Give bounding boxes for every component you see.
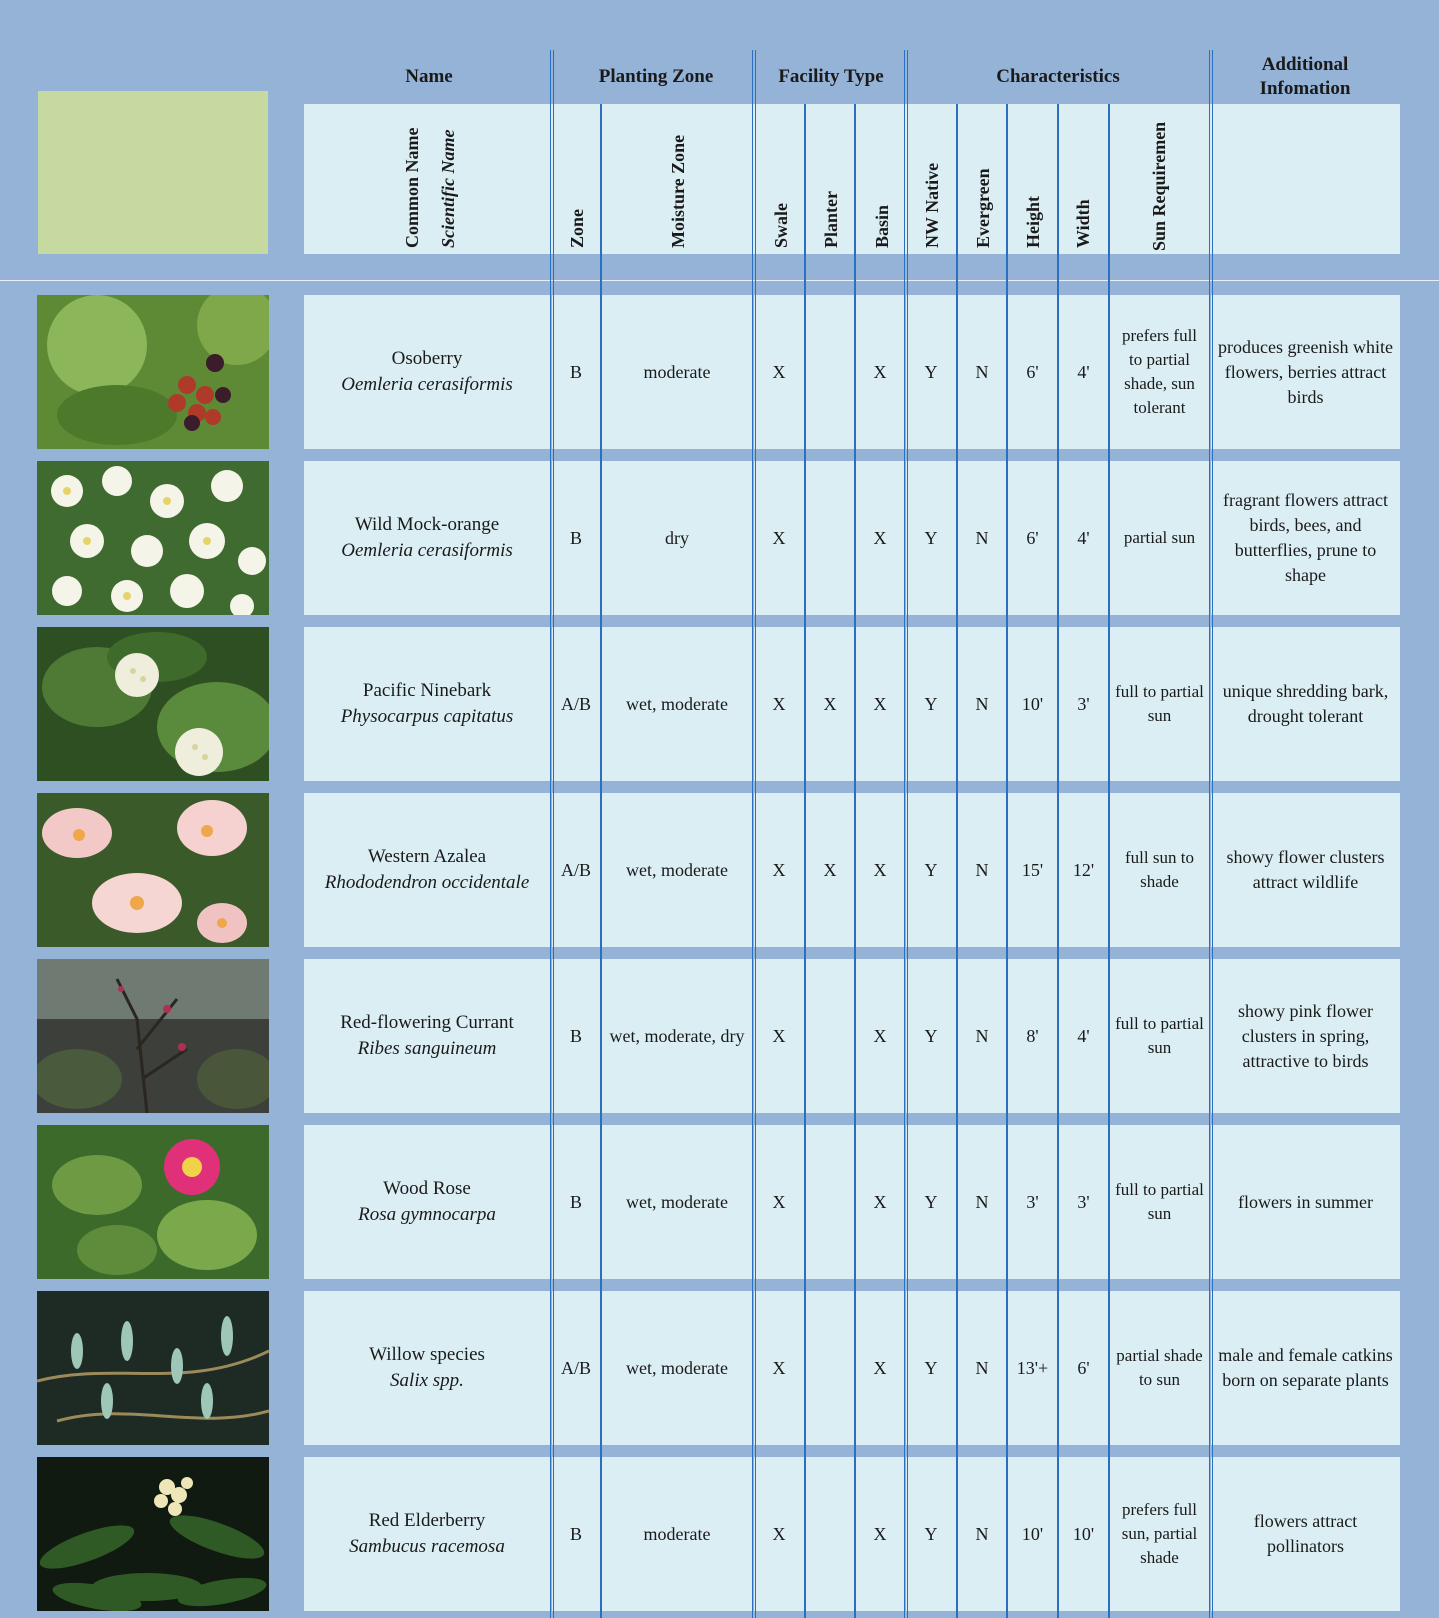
legend-swatch [38, 91, 268, 254]
sun-cell: full sun to shade [1110, 793, 1209, 947]
info-cell: showy pink flower clusters in spring, attractive to birds [1211, 959, 1400, 1113]
col-divider [1057, 104, 1059, 1618]
col-divider [1006, 104, 1008, 1618]
col-header-basin: Basin [872, 204, 892, 248]
moisture-cell: wet, moderate [602, 627, 752, 781]
col-divider [904, 50, 908, 1618]
moisture-cell: wet, moderate, dry [602, 959, 752, 1113]
planter-cell [806, 295, 854, 449]
width-cell: 4' [1059, 461, 1108, 615]
zone-cell: A/B [552, 627, 600, 781]
height-cell: 6' [1008, 461, 1057, 615]
name-cell [304, 461, 550, 615]
name-cell [304, 959, 550, 1113]
height-cell: 10' [1008, 1457, 1057, 1611]
height-cell: 3' [1008, 1125, 1057, 1279]
scientific-name: Salix spp. [390, 1370, 464, 1391]
col-header-common-name: Common Name [402, 127, 422, 248]
zone-cell: B [552, 295, 600, 449]
moisture-cell: wet, moderate [602, 1125, 752, 1279]
plant-photo [37, 295, 269, 449]
plant-photo [37, 1291, 269, 1445]
basin-cell: X [856, 461, 904, 615]
group-header-facility-type: Facility Type [778, 66, 884, 87]
width-cell: 12' [1059, 793, 1108, 947]
planter-cell: X [806, 793, 854, 947]
common-name: Red Elderberry [368, 1510, 486, 1531]
evergreen-cell: N [958, 295, 1006, 449]
basin-cell: X [856, 1291, 904, 1445]
col-divider [956, 104, 958, 1618]
col-header-scientific-name: Scientific Name [438, 129, 458, 248]
native-cell: Y [906, 959, 956, 1113]
sun-cell: full to partial sun [1110, 627, 1209, 781]
native-cell: Y [906, 793, 956, 947]
plant-photo [37, 959, 269, 1113]
header-divider [0, 280, 1439, 281]
col-divider [550, 50, 554, 1618]
common-name: Red-flowering Currant [340, 1012, 514, 1033]
name-cell [304, 627, 550, 781]
basin-cell: X [856, 793, 904, 947]
height-cell: 6' [1008, 295, 1057, 449]
width-cell: 4' [1059, 295, 1108, 449]
height-cell: 13'+ [1008, 1291, 1057, 1445]
name-cell [304, 793, 550, 947]
plant-photo [37, 793, 269, 947]
basin-cell: X [856, 295, 904, 449]
planter-cell [806, 1125, 854, 1279]
native-cell: Y [906, 1457, 956, 1611]
col-divider [1209, 50, 1213, 1618]
group-header-name: Name [405, 66, 453, 87]
name-cell [304, 1457, 550, 1611]
plant-photo [37, 461, 269, 615]
swale-cell: X [754, 1125, 804, 1279]
basin-cell: X [856, 627, 904, 781]
plant-photo [37, 627, 269, 781]
common-name: Willow species [369, 1344, 485, 1365]
scientific-name: Oemleria cerasiformis [341, 374, 513, 395]
info-cell: unique shredding bark, drought tolerant [1211, 627, 1400, 781]
height-cell: 10' [1008, 627, 1057, 781]
native-cell: Y [906, 627, 956, 781]
col-header-width: Width [1073, 199, 1093, 248]
sun-cell: prefers full to partial shade, sun tolerant [1110, 295, 1209, 449]
zone-cell: B [552, 461, 600, 615]
zone-cell: B [552, 959, 600, 1113]
col-header-sun-requirement: Sun Requiremen [1149, 121, 1169, 251]
info-cell: flowers attract pollinators [1211, 1457, 1400, 1611]
col-header-height: Height [1023, 196, 1043, 248]
basin-cell: X [856, 1457, 904, 1611]
name-cell [304, 295, 550, 449]
evergreen-cell: N [958, 1291, 1006, 1445]
evergreen-cell: N [958, 1125, 1006, 1279]
sun-cell: partial sun [1110, 461, 1209, 615]
col-header-evergreen: Evergreen [973, 168, 993, 248]
sun-cell: full to partial sun [1110, 959, 1209, 1113]
height-cell: 15' [1008, 793, 1057, 947]
info-cell: fragrant flowers attract birds, bees, and butterflies, prune to shape [1211, 461, 1400, 615]
sun-cell: partial shade to sun [1110, 1291, 1209, 1445]
native-cell: Y [906, 295, 956, 449]
width-cell: 4' [1059, 959, 1108, 1113]
basin-cell: X [856, 959, 904, 1113]
col-divider [752, 50, 756, 1618]
col-divider [600, 104, 602, 1618]
scientific-name: Sambucus racemosa [349, 1536, 505, 1557]
evergreen-cell: N [958, 461, 1006, 615]
swale-cell: X [754, 1457, 804, 1611]
moisture-cell: wet, moderate [602, 793, 752, 947]
scientific-name: Rosa gymnocarpa [358, 1204, 496, 1225]
col-header-swale: Swale [771, 203, 791, 248]
evergreen-cell: N [958, 793, 1006, 947]
zone-cell: A/B [552, 793, 600, 947]
height-cell: 8' [1008, 959, 1057, 1113]
name-cell [304, 1125, 550, 1279]
planter-cell [806, 461, 854, 615]
sun-cell: full to partial sun [1110, 1125, 1209, 1279]
common-name: Wild Mock-orange [354, 514, 500, 535]
name-cell [304, 1291, 550, 1445]
planter-cell [806, 959, 854, 1113]
width-cell: 3' [1059, 1125, 1108, 1279]
swale-cell: X [754, 1291, 804, 1445]
info-cell: flowers in summer [1211, 1125, 1400, 1279]
col-header-planter: Planter [821, 191, 841, 248]
group-header-characteristics: Characteristics [996, 66, 1120, 87]
scientific-name: Rhododendron occidentale [324, 872, 530, 893]
evergreen-cell: N [958, 959, 1006, 1113]
col-divider [854, 104, 856, 1618]
native-cell: Y [906, 461, 956, 615]
swale-cell: X [754, 793, 804, 947]
zone-cell: B [552, 1125, 600, 1279]
common-name: Wood Rose [383, 1178, 471, 1199]
col-divider [1108, 104, 1110, 1618]
info-cell: produces greenish white flowers, berries attract birds [1211, 295, 1400, 449]
group-header-additional-info: Additional Infomation [1259, 54, 1351, 99]
info-cell: male and female catkins born on separate plants [1211, 1291, 1400, 1445]
evergreen-cell: N [958, 1457, 1006, 1611]
planter-cell [806, 1457, 854, 1611]
scientific-name: Ribes sanguineum [357, 1038, 497, 1059]
width-cell: 3' [1059, 627, 1108, 781]
native-cell: Y [906, 1291, 956, 1445]
planter-cell [806, 1291, 854, 1445]
swale-cell: X [754, 295, 804, 449]
col-divider [804, 104, 806, 1618]
planter-cell: X [806, 627, 854, 781]
info-cell: showy flower clusters attract wildlife [1211, 793, 1400, 947]
plant-photo [37, 1125, 269, 1279]
width-cell: 6' [1059, 1291, 1108, 1445]
common-name: Pacific Ninebark [362, 680, 492, 701]
zone-cell: A/B [552, 1291, 600, 1445]
evergreen-cell: N [958, 627, 1006, 781]
common-name: Western Azalea [367, 846, 487, 867]
scientific-name: Physocarpus capitatus [340, 706, 514, 727]
moisture-cell: moderate [602, 1457, 752, 1611]
col-header-zone: Zone [567, 208, 587, 248]
swale-cell: X [754, 461, 804, 615]
header-subpanel [304, 104, 1400, 254]
swale-cell: X [754, 959, 804, 1113]
moisture-cell: dry [602, 461, 752, 615]
basin-cell: X [856, 1125, 904, 1279]
group-header-planting-zone: Planting Zone [598, 66, 714, 87]
col-header-nw-native: NW Native [922, 162, 942, 248]
native-cell: Y [906, 1125, 956, 1279]
moisture-cell: wet, moderate [602, 1291, 752, 1445]
width-cell: 10' [1059, 1457, 1108, 1611]
moisture-cell: moderate [602, 295, 752, 449]
common-name: Osoberry [391, 348, 463, 369]
plant-photo [37, 1457, 269, 1611]
col-header-moisture-zone: Moisture Zone [668, 134, 688, 248]
scientific-name: Oemleria cerasiformis [341, 540, 513, 561]
swale-cell: X [754, 627, 804, 781]
sun-cell: prefers full sun, partial shade [1110, 1457, 1209, 1611]
zone-cell: B [552, 1457, 600, 1611]
